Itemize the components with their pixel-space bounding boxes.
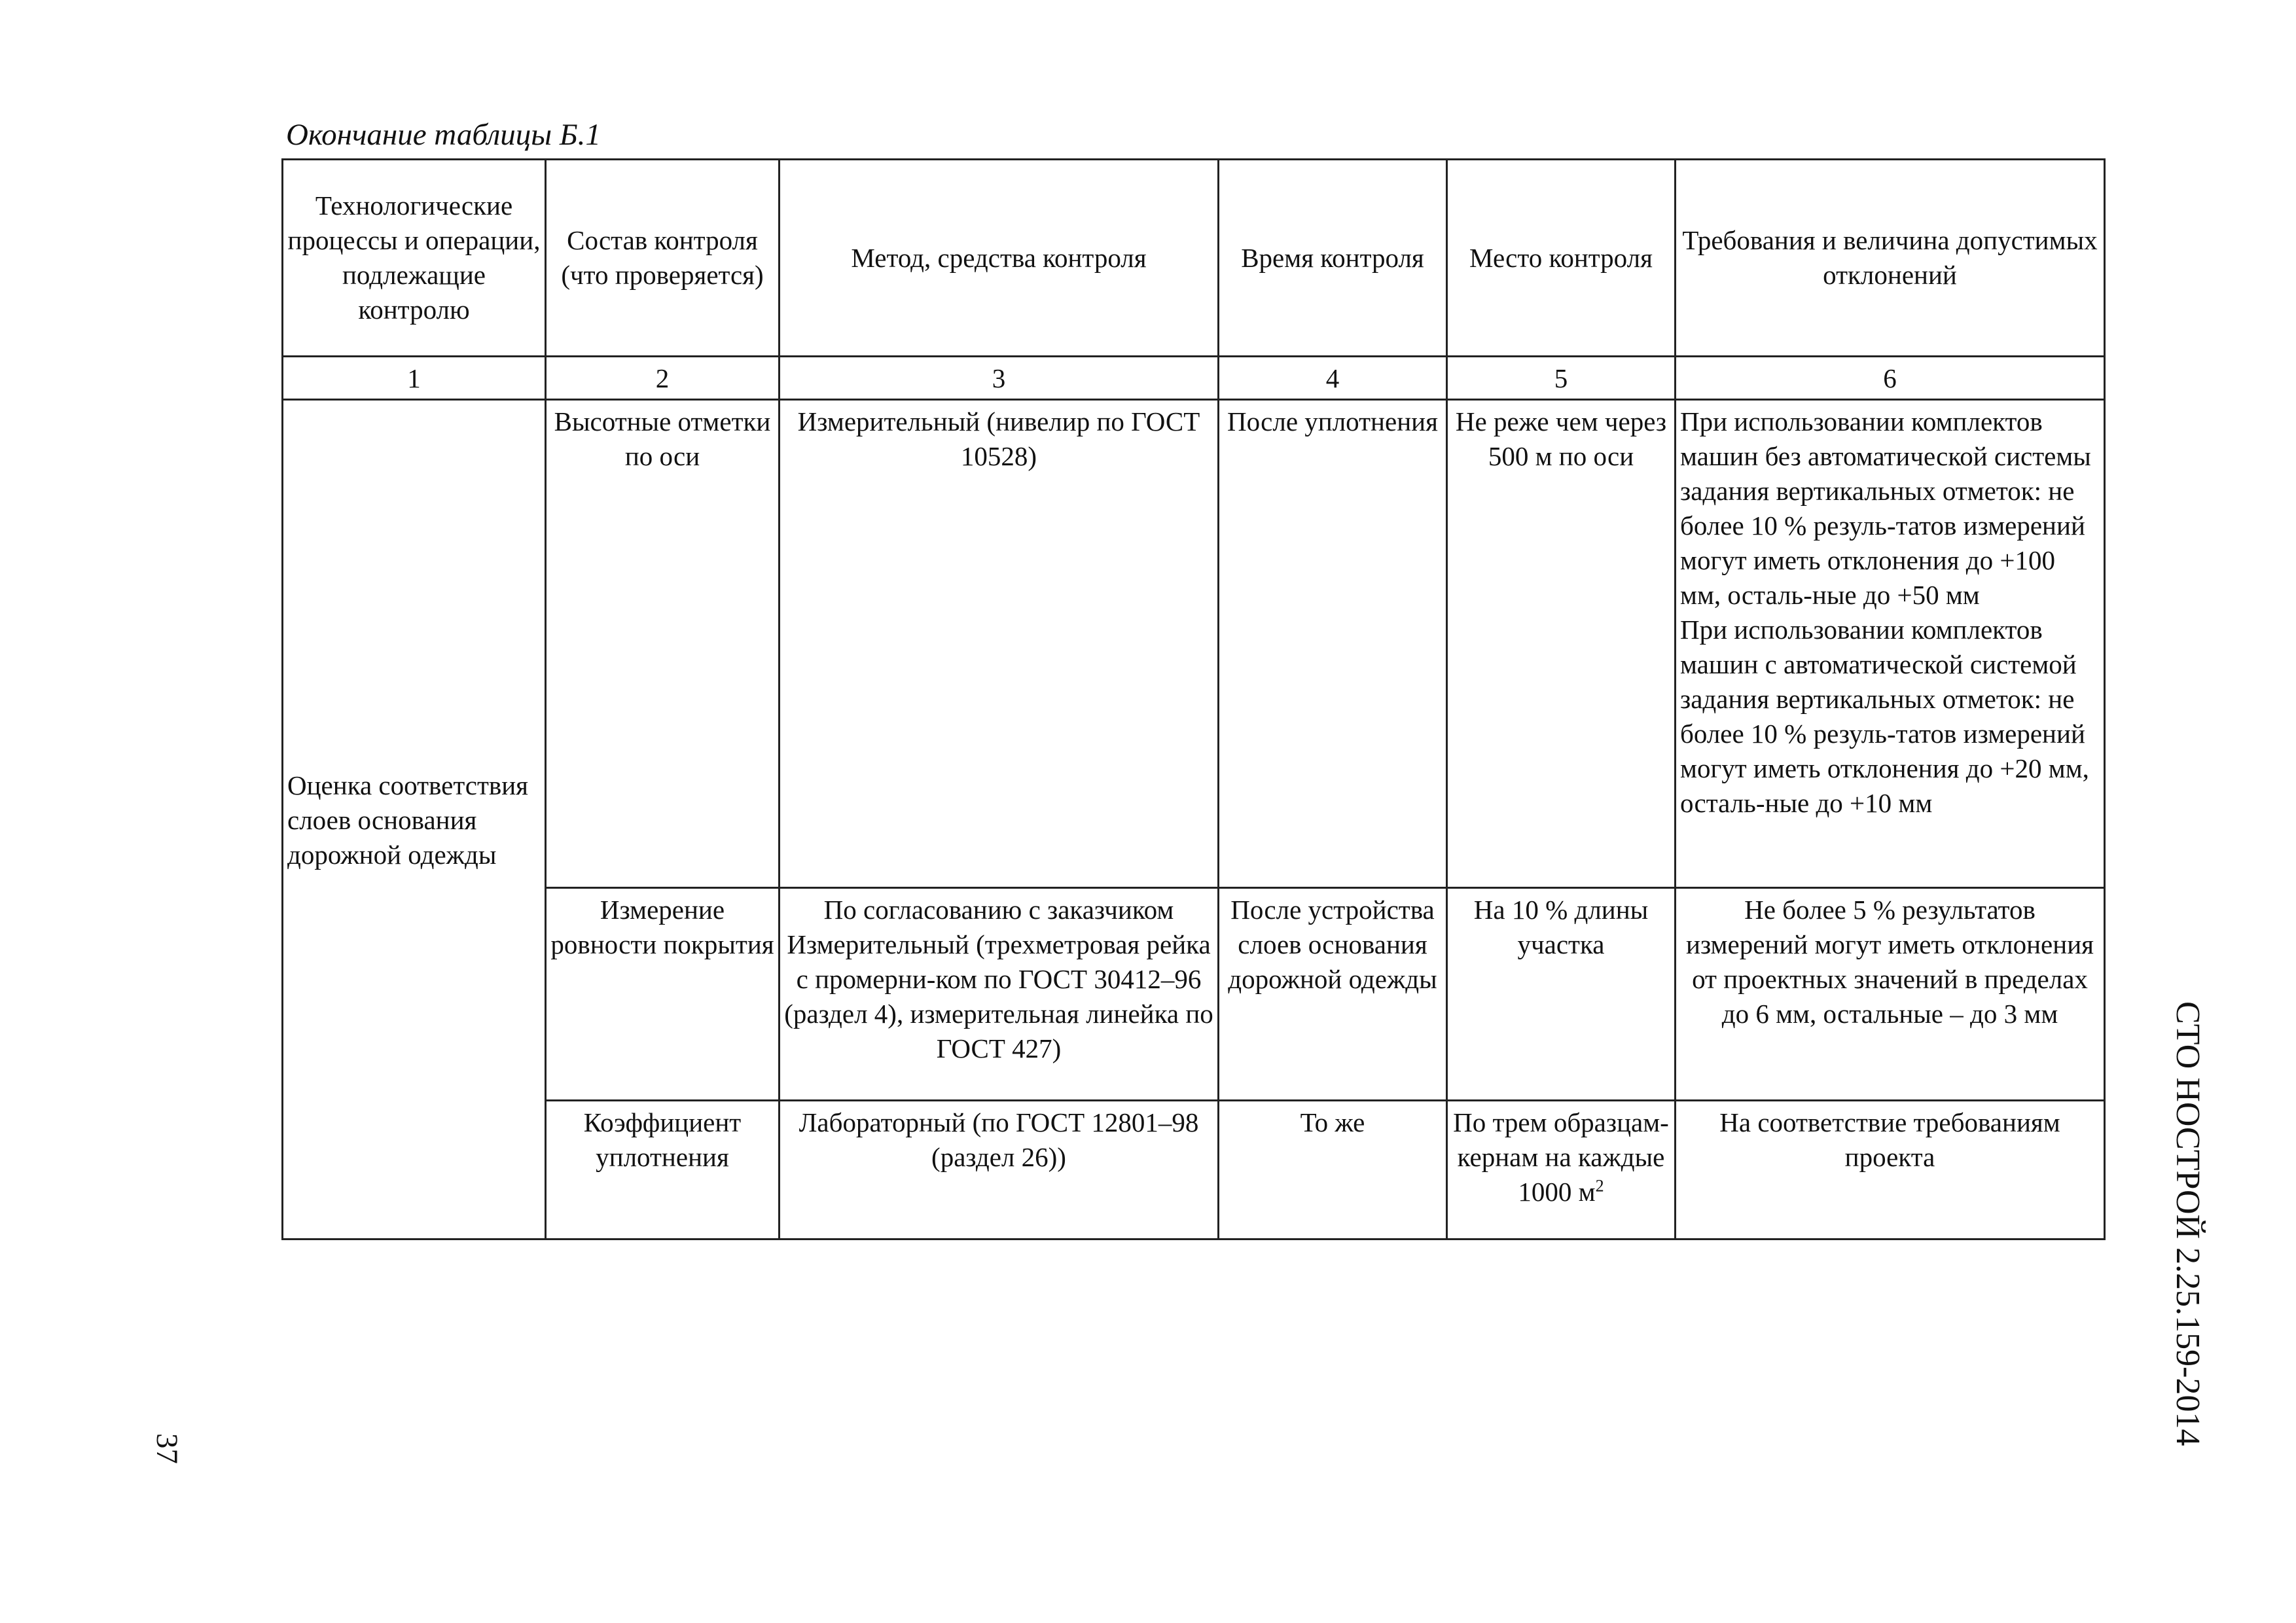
page-number: 37 bbox=[150, 1433, 184, 1464]
place-cell bbox=[1447, 1101, 1676, 1240]
what-cell: Коэффициент уплотнения bbox=[546, 1101, 780, 1240]
method-agreement: По согласованию с заказчиком bbox=[823, 895, 1174, 925]
process-cell: Оценка соответствия слоев основания дорожной одежды bbox=[283, 400, 546, 1240]
method-cell: Лабораторный (по ГОСТ 12801–98 (раздел 26)) bbox=[780, 1101, 1219, 1240]
place-cell: Не реже чем через 500 м по оси bbox=[1447, 400, 1676, 888]
table-row bbox=[283, 400, 2105, 888]
column-number: 4 bbox=[1219, 357, 1447, 400]
header-time: Время контроля bbox=[1219, 160, 1447, 357]
header-control-scope: Состав контроля (что проверяется) bbox=[546, 160, 780, 357]
header-requirements: Требования и величина допустимых отклонений bbox=[1676, 160, 2105, 357]
table-caption: Окончание таблицы Б.1 bbox=[286, 118, 601, 152]
requirement-auto-system: При использовании комплектов машин с автоматической системой задания вертикальных отметок: не более 10 % резуль-татов измерений могут иметь отклонения до +20 мм, осталь-ные до +10 мм bbox=[1680, 615, 2089, 818]
requirements-cell bbox=[1676, 400, 2105, 888]
column-number: 5 bbox=[1447, 357, 1676, 400]
column-number: 1 bbox=[283, 357, 546, 400]
place-text: По трем образцам-кернам на каждые 1000 м bbox=[1453, 1107, 1669, 1207]
header-row bbox=[283, 160, 2105, 357]
method-measuring: Измерительный (трехметровая рейка с промерни-ком по ГОСТ 30412–96 (раздел 4), измерительная линейка по ГОСТ 427) bbox=[784, 929, 1213, 1063]
method-cell: Измерительный (нивелир по ГОСТ 10528) bbox=[780, 400, 1219, 888]
header-processes: Технологические процессы и операции, подлежащие контролю bbox=[283, 160, 546, 357]
place-cell: На 10 % длины участка bbox=[1447, 888, 1676, 1101]
requirement-no-auto-system: При использовании комплектов машин без автоматической системы задания вертикальных отметок: не более 10 % резуль-татов измерений могут иметь отклонения до +100 мм, осталь-ные до +50 мм bbox=[1680, 406, 2091, 610]
column-number: 2 bbox=[546, 357, 780, 400]
column-number-row bbox=[283, 357, 2105, 400]
column-number: 6 bbox=[1676, 357, 2105, 400]
time-cell: После уплотнения bbox=[1219, 400, 1447, 888]
time-cell: То же bbox=[1219, 1101, 1447, 1240]
requirements-cell: Не более 5 % результатов измерений могут иметь отклонения от проектных значений в пределах до 6 мм, остальные – до 3 мм bbox=[1676, 888, 2105, 1101]
what-cell: Измерение ровности покрытия bbox=[546, 888, 780, 1101]
header-method: Метод, средства контроля bbox=[780, 160, 1219, 357]
control-table bbox=[281, 158, 2106, 1240]
requirements-cell: На соответствие требованиям проекта bbox=[1676, 1101, 2105, 1240]
document-code: СТО НОСТРОЙ 2.25.159-2014 bbox=[2169, 1001, 2206, 1446]
column-number: 3 bbox=[780, 357, 1219, 400]
table-row bbox=[283, 888, 2105, 1101]
what-cell: Высотные отметки по оси bbox=[546, 400, 780, 888]
method-cell bbox=[780, 888, 1219, 1101]
time-cell: После устройства слоев основания дорожной одежды bbox=[1219, 888, 1447, 1101]
header-place: Место контроля bbox=[1447, 160, 1676, 357]
square-superscript: 2 bbox=[1595, 1176, 1604, 1196]
table-row bbox=[283, 1101, 2105, 1240]
